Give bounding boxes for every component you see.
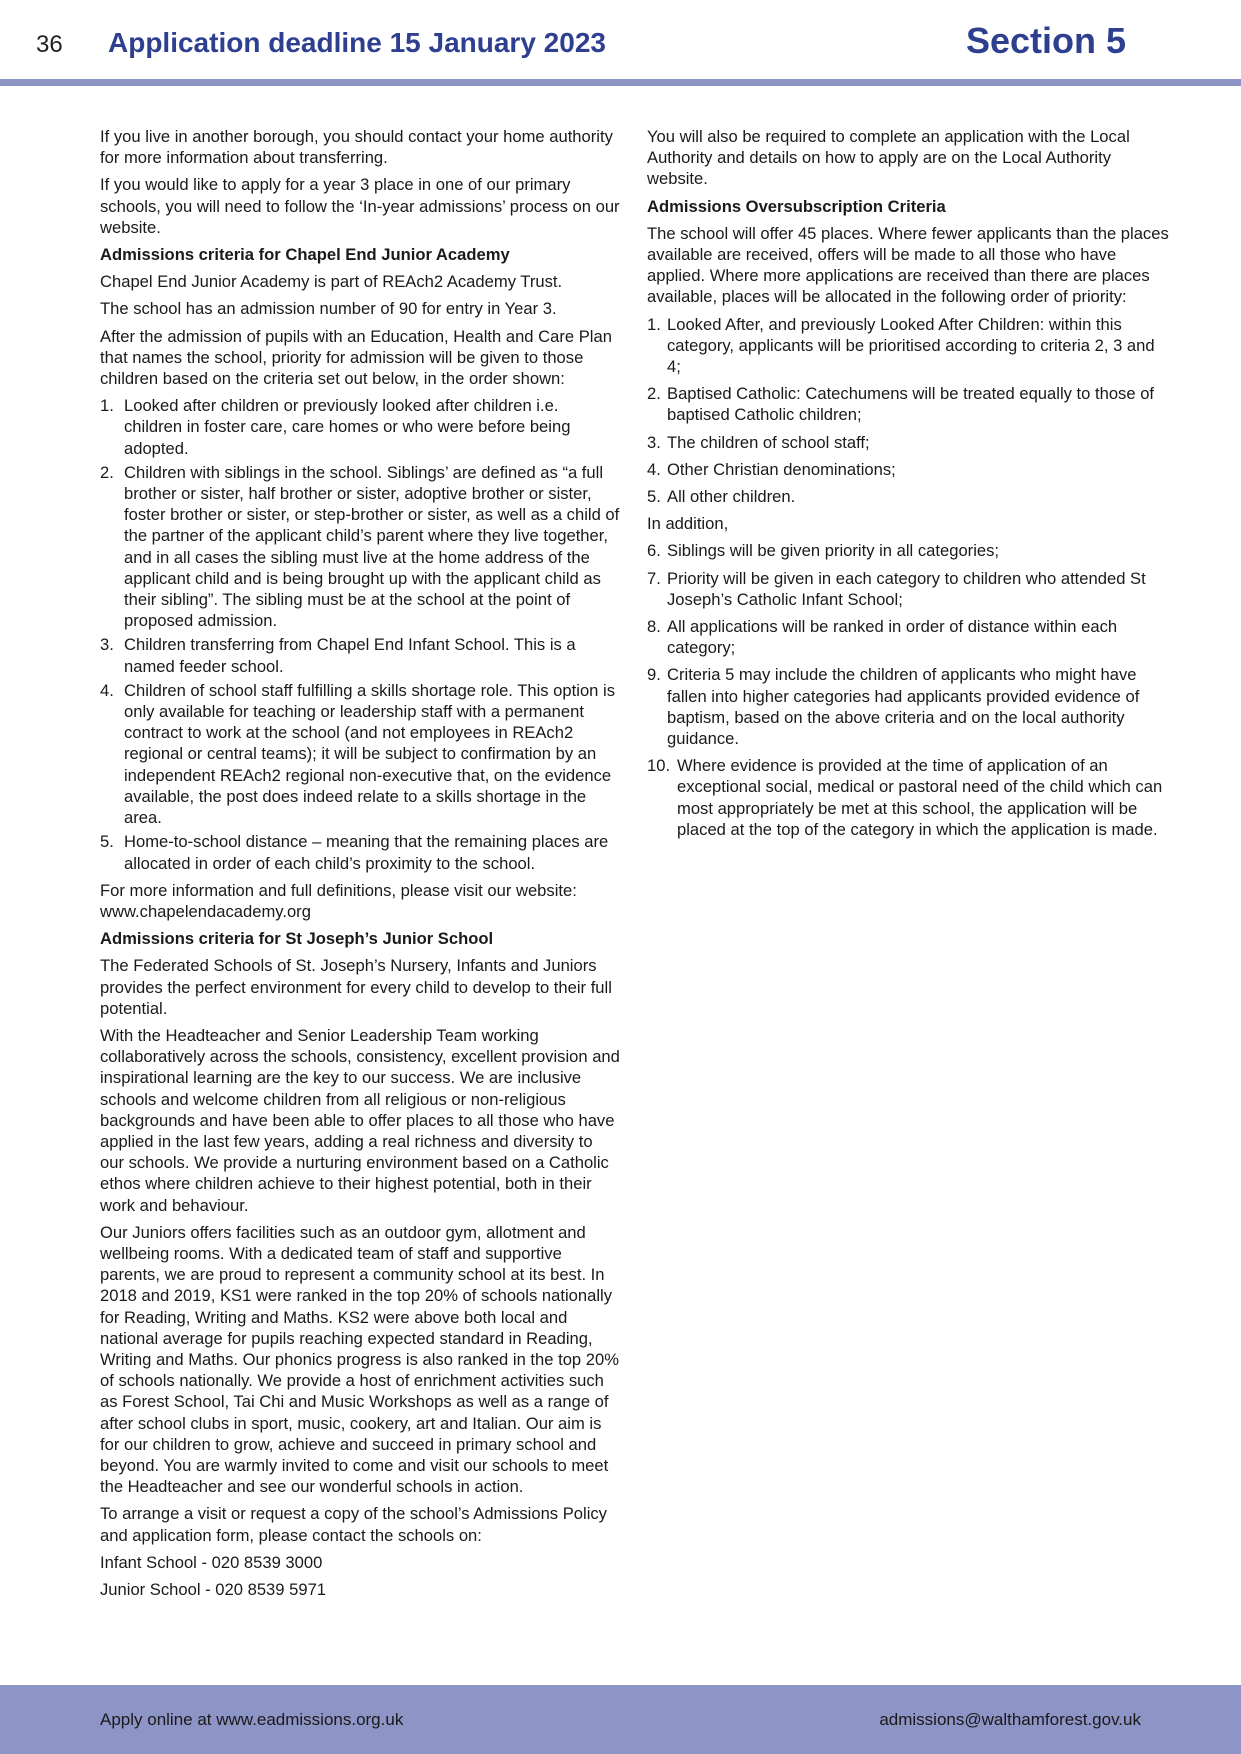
oversubscription-heading: Admissions Oversubscription Criteria: [647, 196, 946, 216]
chapel-criteria-list: [100, 395, 620, 873]
list-item: [647, 486, 1169, 507]
chapel-paragraph: After the admission of pupils with an Education, Health and Care Plan that names the school, priority for admission will be given to those children based on the criteria set out below, in the order shown:: [100, 326, 612, 389]
list-item: [100, 831, 620, 873]
list-text: Baptised Catholic: Catechumens will be treated equally to those of baptised Catholic children;: [667, 384, 1155, 425]
list-text: Children transferring from Chapel End Infant School. This is a named feeder school.: [124, 635, 576, 676]
list-text: The children of school staff;: [667, 432, 870, 452]
list-text: Priority will be given in each category to children who attended St Joseph’s Catholic Infant School;: [667, 568, 1146, 609]
right-intro-paragraph: You will also be required to complete an application with the Local Authority and details on how to apply are on the Local Authority website.: [647, 127, 1130, 189]
header-divider: [0, 79, 1241, 86]
st-joseph-paragraph: Our Juniors offers facilities such as an outdoor gym, allotment and wellbeing rooms. With a dedicated team of staff and supportive parents, we are proud to represent a community school at its best. In 2018 and 2019, KS1 were ranked in the top 20% of schools nationally for Reading, Writing and Maths. KS2 were above both local and national average for pupils reaching expected standard in Reading, Writing and Maths. Our phonics progress is also ranked in the top 20% of schools nationally. We provide a host of enrichment activities such as Forest School, Tai Chi and Music Workshops as well as a range of after school clubs in sport, music, cookery, art and Italian. Our aim is for our children to grow, achieve and succeed in primary school and beyond. You are warmly invited to come and visit our schools to meet the Headteacher and see our wonderful schools in action.: [100, 1222, 619, 1497]
list-text: Where evidence is provided at the time of application of an exceptional social, medical or pastoral need of the child which can most appropriately be met at this school, the application will be placed at the top of the category in which the application is made.: [677, 756, 1163, 839]
list-text: Children with siblings in the school. Siblings’ are defined as “a full brother or sister, half brother or sister, adoptive brother or sister, foster brother or sister, or step-brother or sister, as well as a child of the partner of the applicant child’s parent where they live together, and in all cases the sibling must live at the home address of the applicant child and is being brought up with the applicant child as their sibling”. The sibling must be at the school at the point of proposed admission.: [124, 462, 620, 631]
section-title: Section 5: [965, 20, 1126, 61]
page-header: [0, 0, 1241, 88]
list-number: 5.: [647, 487, 661, 507]
page-number: 36: [36, 31, 63, 58]
list-item: [647, 540, 1169, 561]
list-text: Criteria 5 may include the children of applicants who might have fallen into higher categories had applicants provided evidence of baptism, based on the above criteria and on the local authority guidance.: [667, 665, 1140, 749]
list-item: [100, 634, 620, 676]
list-number: 4.: [100, 680, 114, 700]
list-item: [100, 462, 620, 632]
list-number: 6.: [647, 541, 661, 561]
list-number: 7.: [647, 568, 661, 588]
list-number: 9.: [647, 665, 661, 685]
list-item: [647, 432, 1169, 453]
list-text: All applications will be ranked in order of distance within each category;: [667, 617, 1118, 658]
st-joseph-paragraph: The Federated Schools of St. Joseph’s Nursery, Infants and Juniors provides the perfect environment for every child to develop to their full potential.: [100, 956, 612, 1018]
list-text: Looked after children or previously looked after children i.e. children in foster care, care homes or who were before being adopted.: [124, 396, 571, 458]
list-item: [647, 568, 1169, 610]
list-number: 1.: [647, 314, 661, 334]
list-item: [647, 616, 1169, 658]
list-number: 3.: [647, 432, 661, 452]
admissions-email-link[interactable]: admissions@walthamforest.gov.uk: [879, 1710, 1141, 1729]
list-number: 2.: [647, 384, 661, 404]
intro-paragraph: If you would like to apply for a year 3 place in one of our primary schools, you will need to follow the ‘In-year admissions’ process on our website.: [100, 175, 620, 237]
chapel-more-info: For more information and full definitions, please visit our website: www.chapelendacademy.org: [100, 880, 577, 921]
list-number: 2.: [100, 462, 114, 482]
list-number: 10.: [647, 756, 671, 776]
in-addition-text: In addition,: [647, 514, 729, 534]
list-number: 3.: [100, 635, 114, 655]
st-joseph-paragraph: To arrange a visit or request a copy of the school’s Admissions Policy and application form, please contact the schools on:: [100, 1504, 607, 1545]
right-column: [647, 126, 1169, 846]
deadline-title: Application deadline 15 January 2023: [108, 27, 606, 58]
apply-online-link[interactable]: Apply online at www.eadmissions.org.uk: [100, 1710, 404, 1729]
list-number: 4.: [647, 459, 661, 479]
chapel-paragraph: The school has an admission number of 90 for entry in Year 3.: [100, 299, 557, 319]
chapel-paragraph: Chapel End Junior Academy is part of REAch2 Academy Trust.: [100, 272, 563, 292]
st-joseph-paragraph: With the Headteacher and Senior Leadership Team working collaboratively across the schools, consistency, excellent provision and inspirational learning are the key to our success. We are inclusive schools and welcome children from all religious or non-religious backgrounds and have been able to offer places to all those who have applied in the last few years, adding a real richness and diversity to our schools. We provide a nurturing environment based on a Catholic ethos where children achieve to their highest potential, both in their work and behaviour.: [100, 1025, 620, 1215]
list-text: Home-to-school distance – meaning that the remaining places are allocated in order of each child’s proximity to the school.: [124, 832, 609, 873]
list-item: [647, 314, 1169, 378]
list-item: [647, 664, 1169, 749]
list-number: 8.: [647, 617, 661, 637]
list-text: Looked After, and previously Looked After Children: within this category, applicants will be prioritised according to criteria 2, 3 and 4;: [667, 314, 1155, 377]
list-item: [647, 755, 1169, 840]
intro-paragraph: If you live in another borough, you should contact your home authority for more information about transferring.: [100, 127, 613, 168]
list-item: [100, 680, 620, 828]
list-number: 1.: [100, 396, 114, 416]
list-number: 5.: [100, 832, 114, 852]
list-text: Children of school staff fulfilling a skills shortage role. This option is only available for teaching or leadership staff with a permanent contract to work at the school (and not employees in REAch2 regional or central teams); it will be subject to confirmation by an independent REAch2 regional non-executive that, on the evidence available, the post does indeed relate to a skills shortage in the area.: [124, 680, 615, 828]
additional-criteria-list: [647, 540, 1169, 840]
list-text: Siblings will be given priority in all categories;: [667, 541, 1000, 561]
oversubscription-intro: The school will offer 45 places. Where fewer applicants than the places available are received, offers will be made to all those who have applied. Where more applications are received than there are places available, places will be allocated in the following order of priority:: [647, 223, 1169, 307]
st-joseph-heading: Admissions criteria for St Joseph’s Junior School: [100, 929, 494, 949]
list-item: [647, 383, 1169, 425]
list-text: Other Christian denominations;: [667, 459, 896, 479]
page-footer: [0, 1685, 1241, 1754]
oversubscription-list: [647, 314, 1169, 508]
list-item: [647, 459, 1169, 480]
infant-school-phone: Infant School - 020 8539 3000: [100, 1552, 323, 1572]
list-item: [100, 395, 620, 459]
junior-school-phone: Junior School - 020 8539 5971: [100, 1580, 327, 1599]
list-text: All other children.: [667, 487, 796, 507]
chapel-end-heading: Admissions criteria for Chapel End Junior Academy: [100, 245, 510, 265]
left-column: [100, 126, 620, 1606]
